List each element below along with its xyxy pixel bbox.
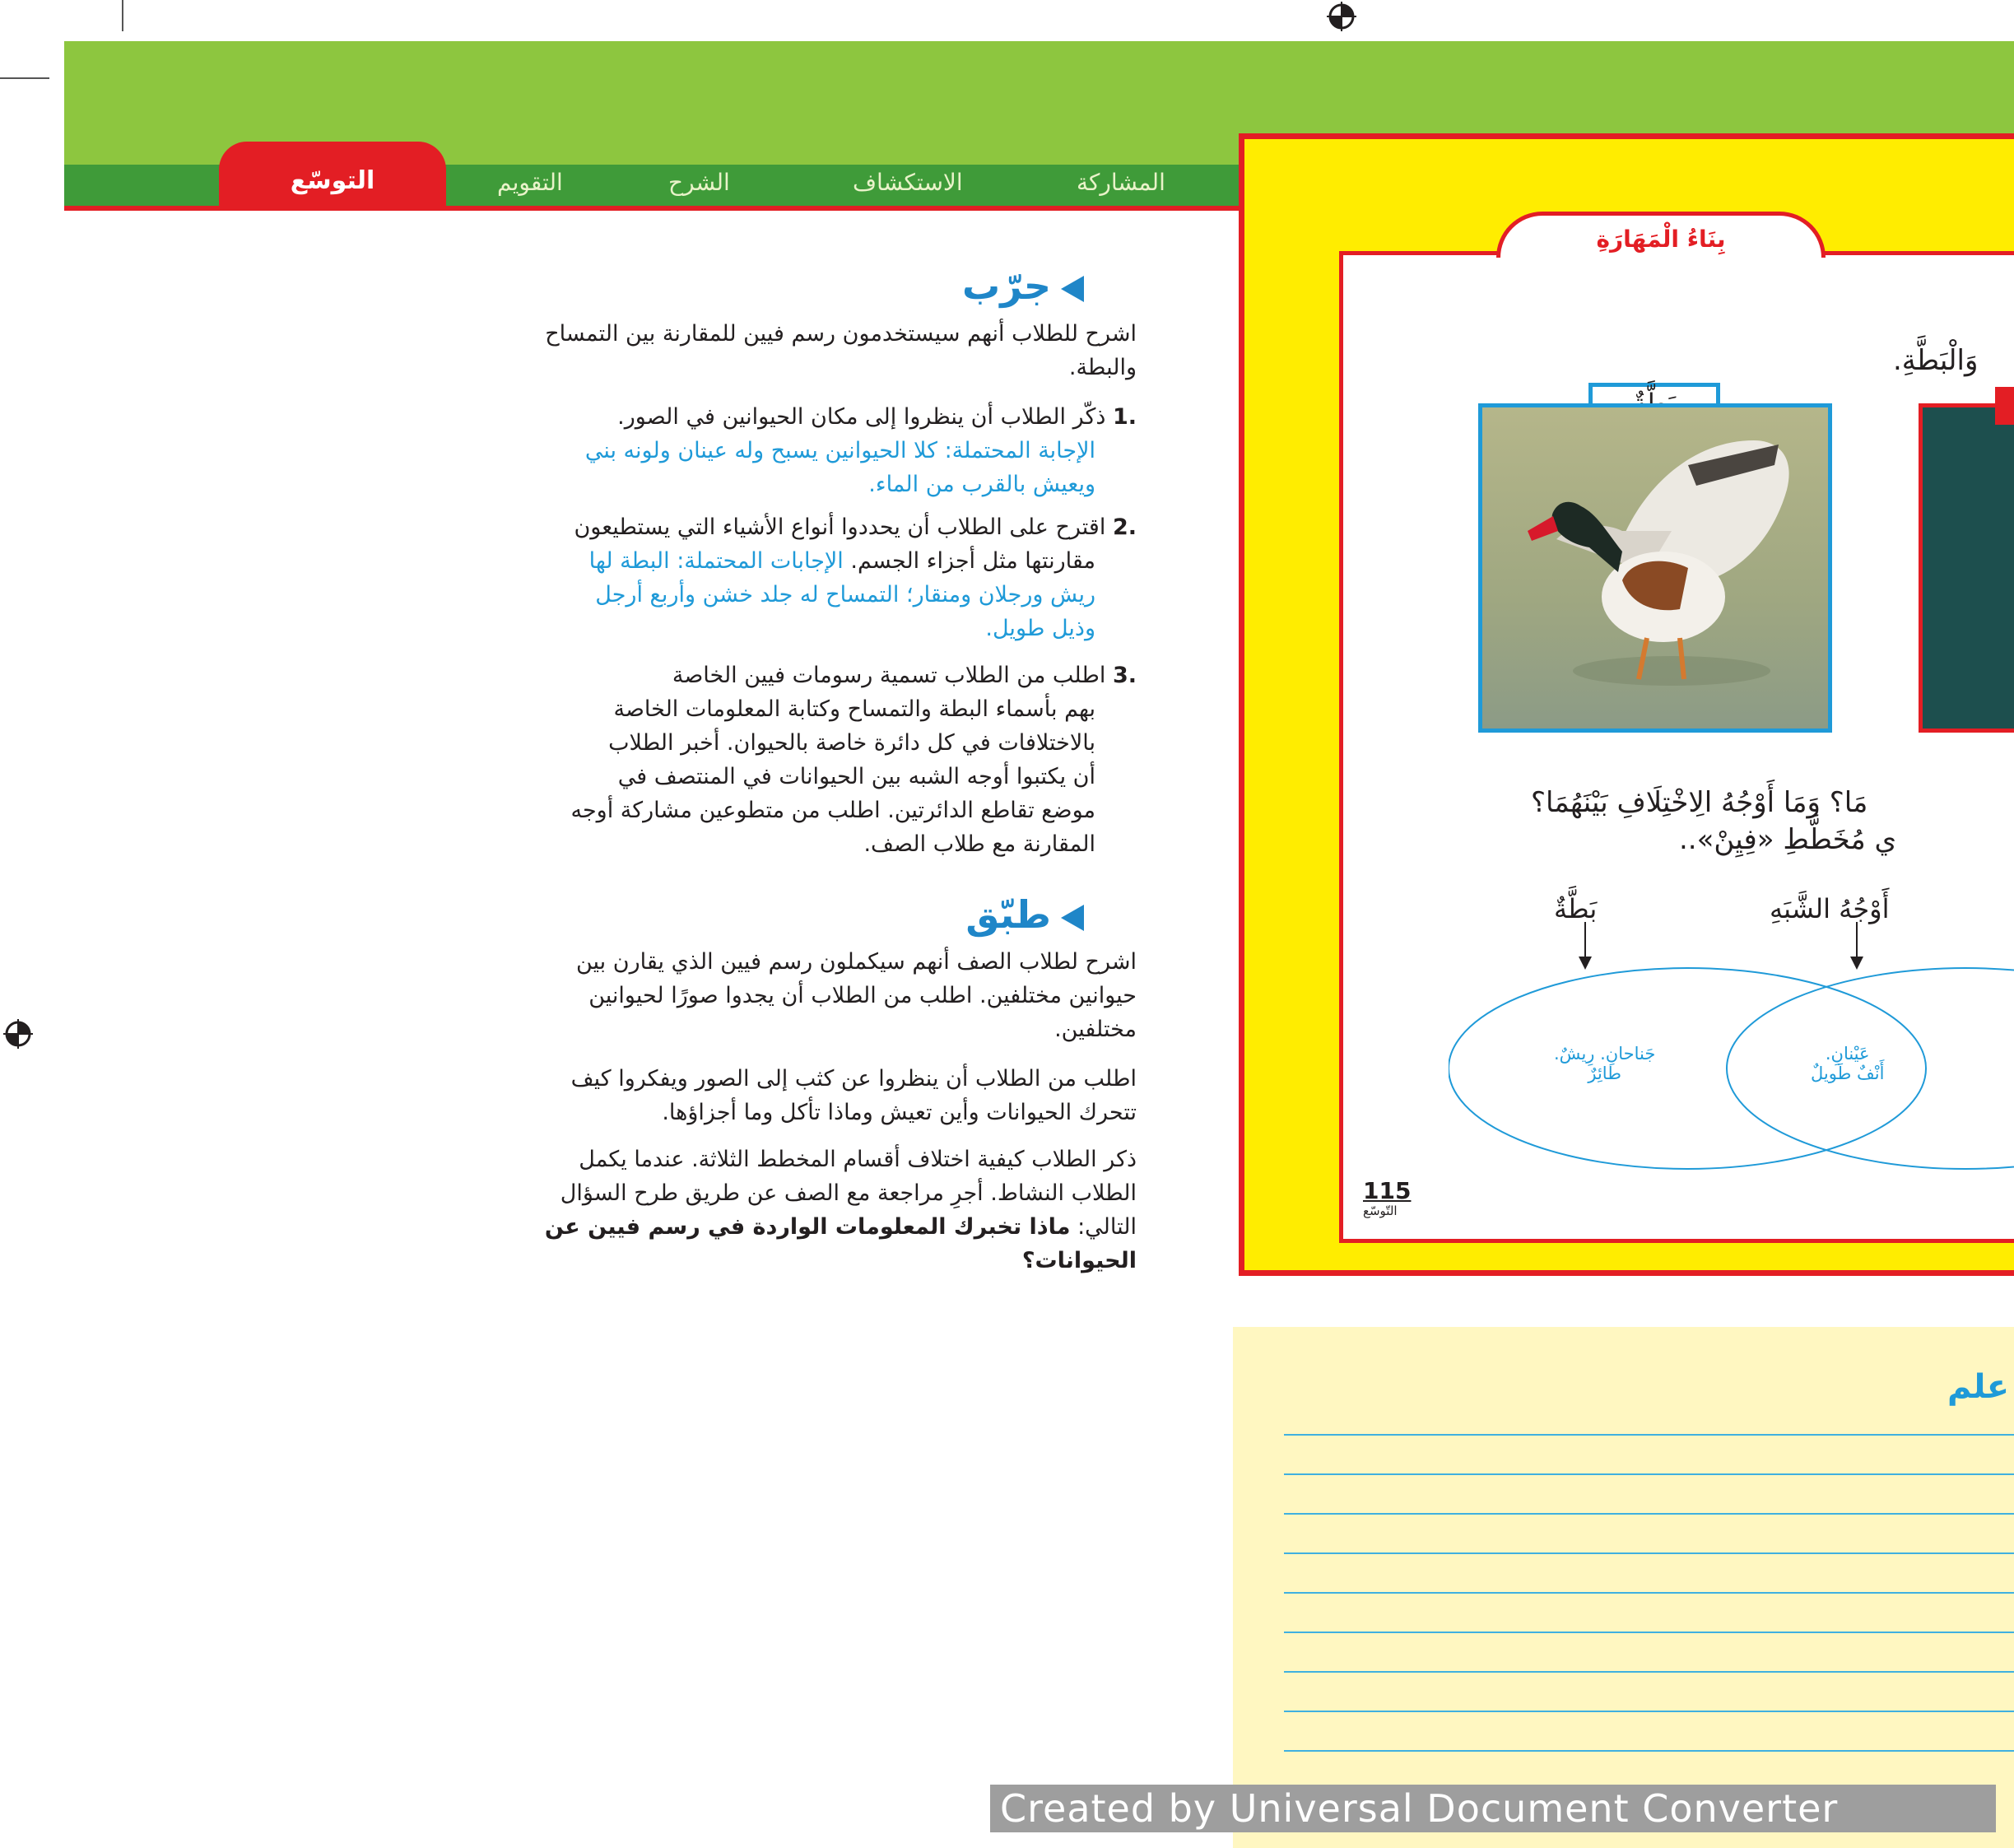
duck-illustration	[1482, 407, 1828, 728]
text-line: بالاختلافات في كل دائرة خاصة بالحيوان. أخبر الطلاب	[608, 730, 1095, 756]
tab-extend-label: التوسّع	[290, 166, 375, 195]
answer-line: ريش ورجلان ومنقار؛ التمساح له جلد خشن وأربع أرجل	[595, 582, 1095, 607]
note-line	[1284, 1473, 2014, 1475]
item-text: ذكّر الطلاب أن ينظروا إلى مكان الحيوانين في الصور.	[617, 404, 1106, 430]
try-item-2	[462, 510, 1137, 645]
text-line	[511, 1244, 1137, 1278]
venn-middle-text	[1811, 1044, 1884, 1083]
tab-extend-active[interactable]	[219, 142, 446, 211]
item-text: اطلب من الطلاب تسمية رسومات فيين الخاصة	[672, 663, 1106, 688]
apply-paragraph-2	[511, 1062, 1137, 1129]
item-number: .1	[1112, 404, 1137, 430]
crop-mark	[0, 77, 49, 79]
registration-mark-icon	[3, 1019, 33, 1049]
answer-line: ويعيش بالقرب من الماء.	[868, 472, 1095, 497]
note-line	[1284, 1671, 2014, 1673]
apply-heading-text: طبّق	[965, 892, 1051, 937]
text-line	[478, 400, 1137, 434]
venn-diagram	[1449, 922, 2014, 1177]
venn-left-label: بَطَّةٌ	[1554, 893, 1598, 924]
student-question-line: ي مُخَطَّطِ «فِيِنْ»..	[1679, 823, 1897, 856]
text-line: مختلفين.	[1054, 1017, 1137, 1042]
try-item-3	[462, 659, 1137, 861]
try-heading	[962, 263, 1084, 308]
text-line: جَناحانِ. رِيشٌ.	[1554, 1044, 1656, 1064]
student-question-line: مَا؟ وَمَا أَوْجُهُ الِاخْتِلَافِ بَيْنَهُمَا؟	[1531, 786, 1868, 819]
notes-title: علم	[1947, 1368, 2010, 1406]
arrow-head-icon	[1579, 957, 1592, 970]
text-line	[462, 544, 1095, 578]
registration-mark-icon	[1327, 2, 1356, 31]
student-intro-text: وَالْبَطَّةِ.	[1893, 344, 1979, 377]
text-line	[462, 659, 1137, 692]
item-number: .3	[1112, 663, 1137, 688]
triangle-bullet-icon	[1061, 905, 1084, 931]
try-item-1	[478, 400, 1137, 501]
crop-mark	[122, 0, 123, 31]
answer-line: الإجابة المحتملة: كلا الحيوانين يسبح وله عينان ولونه بني	[584, 438, 1095, 463]
text-line: حيوانين مختلفين. اطلب من الطلاب أن يجدوا صورًا لحيوانين	[588, 983, 1137, 1008]
note-line	[1284, 1552, 2014, 1554]
text-line: موضع تقاطع الدائرتين. اطلب من متطوعين مشاركة أوجه	[570, 798, 1095, 823]
arrow-head-icon	[1850, 957, 1863, 970]
text-line: تتحرك الحيوانات وأين تعيش وماذا تأكل وما أجزاؤها.	[662, 1100, 1137, 1125]
text-line: اشرح للطلاب أنهم سيستخدمون رسم فيين للمقارنة بين التمساح	[545, 321, 1137, 347]
skill-building-tab: بِنَاءُ الْمَهَارَةِ	[1496, 212, 1826, 258]
text-line: أَنْفٌ طَويلٌ	[1811, 1064, 1885, 1083]
text-line: الطلاب النشاط. أجرِ مراجعة مع الصف عن طريق طرح السؤال	[560, 1180, 1137, 1206]
try-heading-text: جرّب	[962, 263, 1051, 308]
review-question: الحيوانات؟	[1021, 1248, 1137, 1273]
tab-explain[interactable]: الشرح	[668, 169, 730, 196]
text-line: طائِرٌ	[1588, 1064, 1621, 1083]
note-line	[1284, 1434, 2014, 1436]
watermark-text: Created by Universal Document Converter	[1000, 1786, 1839, 1831]
item-number: .2	[1112, 514, 1137, 540]
item-text: اقترح على الطلاب أن يحددوا أنواع الأشياء التي يستطيعون	[574, 514, 1106, 540]
answer-line: وذيل طويل.	[985, 616, 1095, 641]
text-line: بهم بأسماء البطة والتمساح وكتابة المعلومات الخاصة	[613, 696, 1095, 722]
text-plain: التالي:	[1077, 1214, 1137, 1240]
apply-paragraph-1	[511, 945, 1137, 1046]
triangle-bullet-icon	[1061, 276, 1084, 302]
text-line	[511, 1210, 1137, 1244]
note-line	[1284, 1513, 2014, 1515]
venn-middle-label: أَوْجُهُ الشَّبَهِ	[1770, 893, 1890, 924]
note-line	[1284, 1750, 2014, 1752]
tab-explore[interactable]: الاستكشاف	[853, 169, 963, 196]
crocodile-photo-label	[1995, 387, 2014, 425]
apply-heading	[965, 892, 1084, 937]
teacher-notes-panel	[1233, 1327, 2014, 1848]
note-line	[1284, 1592, 2014, 1594]
converter-watermark	[990, 1785, 1996, 1832]
note-line	[1284, 1632, 2014, 1633]
page-number: 115	[1363, 1177, 1412, 1204]
text-line: اطلب من الطلاب أن ينظروا عن كثب إلى الصور ويفكروا كيف	[570, 1066, 1137, 1092]
venn-left-text	[1554, 1044, 1655, 1083]
duck-photo	[1478, 403, 1832, 733]
tab-engage[interactable]: المشاركة	[1077, 169, 1165, 196]
text-line: المقارنة مع طلاب الصف.	[863, 831, 1095, 857]
text-line: اشرح لطلاب الصف أنهم سيكملون رسم فيين الذي يقارن بين	[575, 949, 1137, 975]
item-text: مقارنتها مثل أجزاء الجسم.	[850, 548, 1095, 574]
answer-text: الإجابات المحتملة: البطة لها	[588, 548, 844, 574]
review-question: ماذا تخبرك المعلومات الواردة في رسم فيين عن	[544, 1214, 1071, 1240]
text-line: والبطة.	[1068, 355, 1137, 380]
note-line	[1284, 1711, 2014, 1712]
text-line: ذكر الطلاب كيفية اختلاف أقسام المخطط الثلاثة. عندما يكمل	[579, 1147, 1137, 1172]
try-intro	[511, 317, 1137, 384]
text-line: عَيْنانِ.	[1825, 1044, 1870, 1064]
tab-evaluate[interactable]: التقويم	[497, 169, 563, 196]
page-number-caption: التّوسّع	[1363, 1203, 1398, 1218]
apply-paragraph-3	[511, 1143, 1137, 1278]
text-line: أن يكتبوا أوجه الشبه بين الحيوانات في المنتصف في	[617, 764, 1095, 789]
text-line	[462, 510, 1137, 544]
crocodile-photo	[1919, 403, 2014, 733]
